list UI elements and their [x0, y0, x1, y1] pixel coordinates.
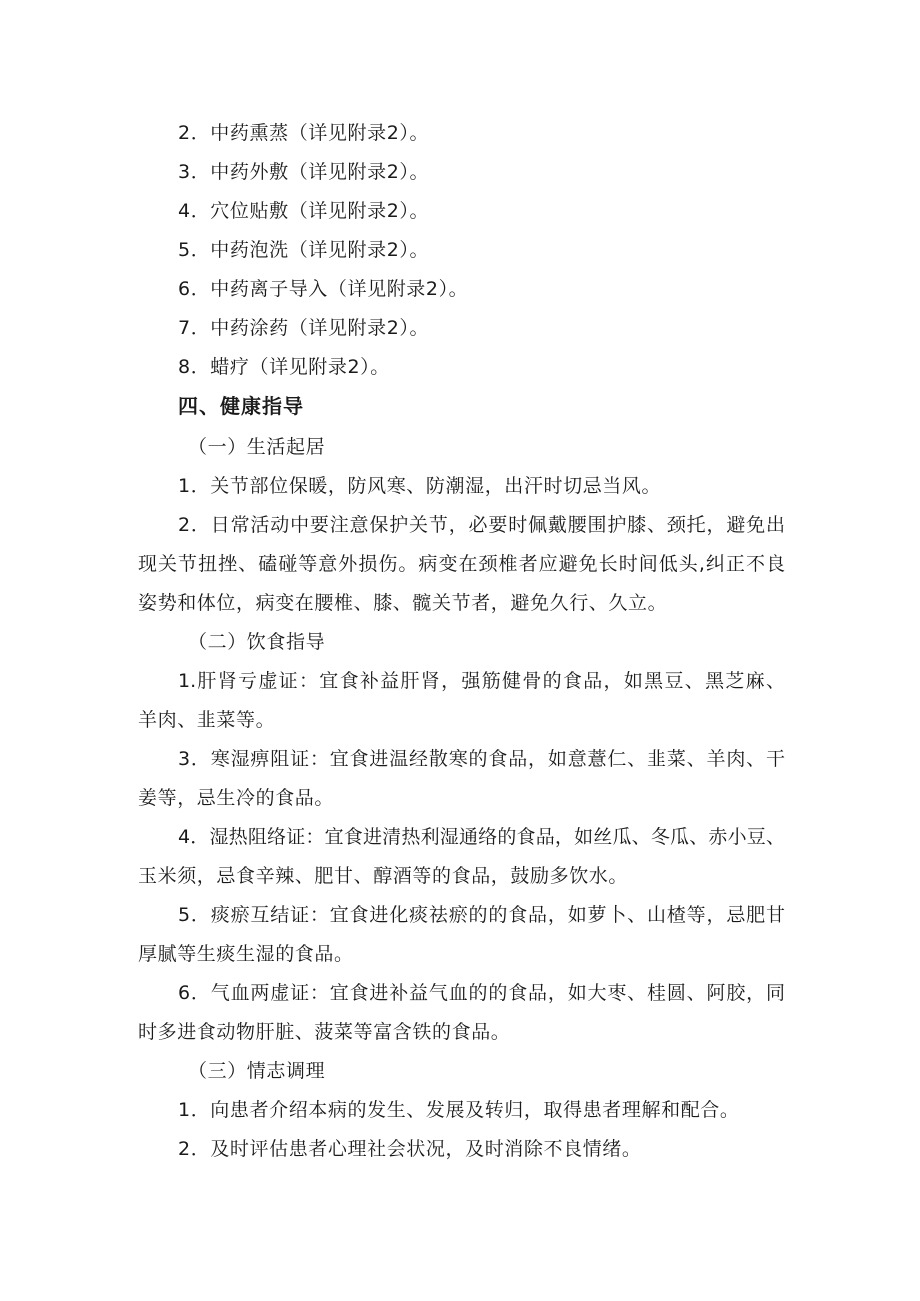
section-heading-health-guidance: 四、健康指导: [178, 394, 304, 418]
subsection-title-living: （一）生活起居: [188, 436, 326, 458]
diet-item-6-line-1: 6．气血两虚证：宜食进补益气血的的食品，如大枣、桂圆、阿胶，同: [178, 982, 785, 1004]
diet-item-1-line-1: 1.肝肾亏虚证：宜食补益肝肾，强筋健骨的食品，如黑豆、黑芝麻、: [178, 670, 785, 692]
therapy-item-6: 6．中药离子导入（详见附录2）。: [178, 278, 469, 300]
living-item-2-line-3: 姿势和体位，病变在腰椎、膝、髋关节者，避免久行、久立。: [138, 592, 668, 614]
diet-item-5-line-1: 5．痰瘀互结证：宜食进化痰祛瘀的的食品，如萝卜、山楂等，忌肥甘: [178, 904, 785, 926]
therapy-item-7: 7．中药涂药（详见附录2）。: [178, 317, 430, 339]
diet-item-4-line-1: 4．湿热阻络证：宜食进清热利湿通络的食品，如丝瓜、冬瓜、赤小豆、: [178, 826, 785, 848]
diet-item-4-line-2: 玉米须，忌食辛辣、肥甘、醇酒等的食品，鼓励多饮水。: [138, 865, 629, 887]
therapy-item-3: 3．中药外敷（详见附录2）。: [178, 161, 430, 183]
therapy-item-2: 2．中药熏蒸（详见附录2）。: [178, 122, 430, 144]
diet-item-3-line-1: 3．寒湿痹阻证：宜食进温经散寒的食品，如意薏仁、韭菜、羊肉、干: [178, 748, 785, 770]
therapy-item-8: 8．蜡疗（详见附录2）。: [178, 356, 390, 378]
emotion-item-1: 1．向患者介绍本病的发生、发展及转归，取得患者理解和配合。: [178, 1099, 740, 1121]
diet-item-5-line-2: 厚腻等生痰生湿的食品。: [138, 943, 354, 965]
living-item-2-line-1: 2．日常活动中要注意保护关节，必要时佩戴腰围护膝、颈托，避免出: [178, 514, 785, 536]
therapy-item-5: 5．中药泡洗（详见附录2）。: [178, 239, 430, 261]
subsection-title-emotion: （三）情志调理: [188, 1060, 326, 1082]
diet-item-1-line-2: 羊肉、韭菜等。: [138, 709, 276, 731]
emotion-item-2: 2．及时评估患者心理社会状况，及时消除不良情绪。: [178, 1138, 642, 1160]
diet-item-3-line-2: 姜等，忌生冷的食品。: [138, 787, 335, 809]
diet-item-6-line-2: 时多进食动物肝脏、菠菜等富含铁的食品。: [138, 1021, 511, 1043]
living-item-2-line-2: 现关节扭挫、磕碰等意外损伤。病变在颈椎者应避免长时间低头,纠正不良: [138, 553, 785, 575]
therapy-item-4: 4．穴位贴敷（详见附录2）。: [178, 200, 430, 222]
subsection-title-diet: （二）饮食指导: [188, 631, 326, 653]
living-item-1: 1．关节部位保暖，防风寒、防潮湿，出汗时切忌当风。: [178, 475, 662, 497]
